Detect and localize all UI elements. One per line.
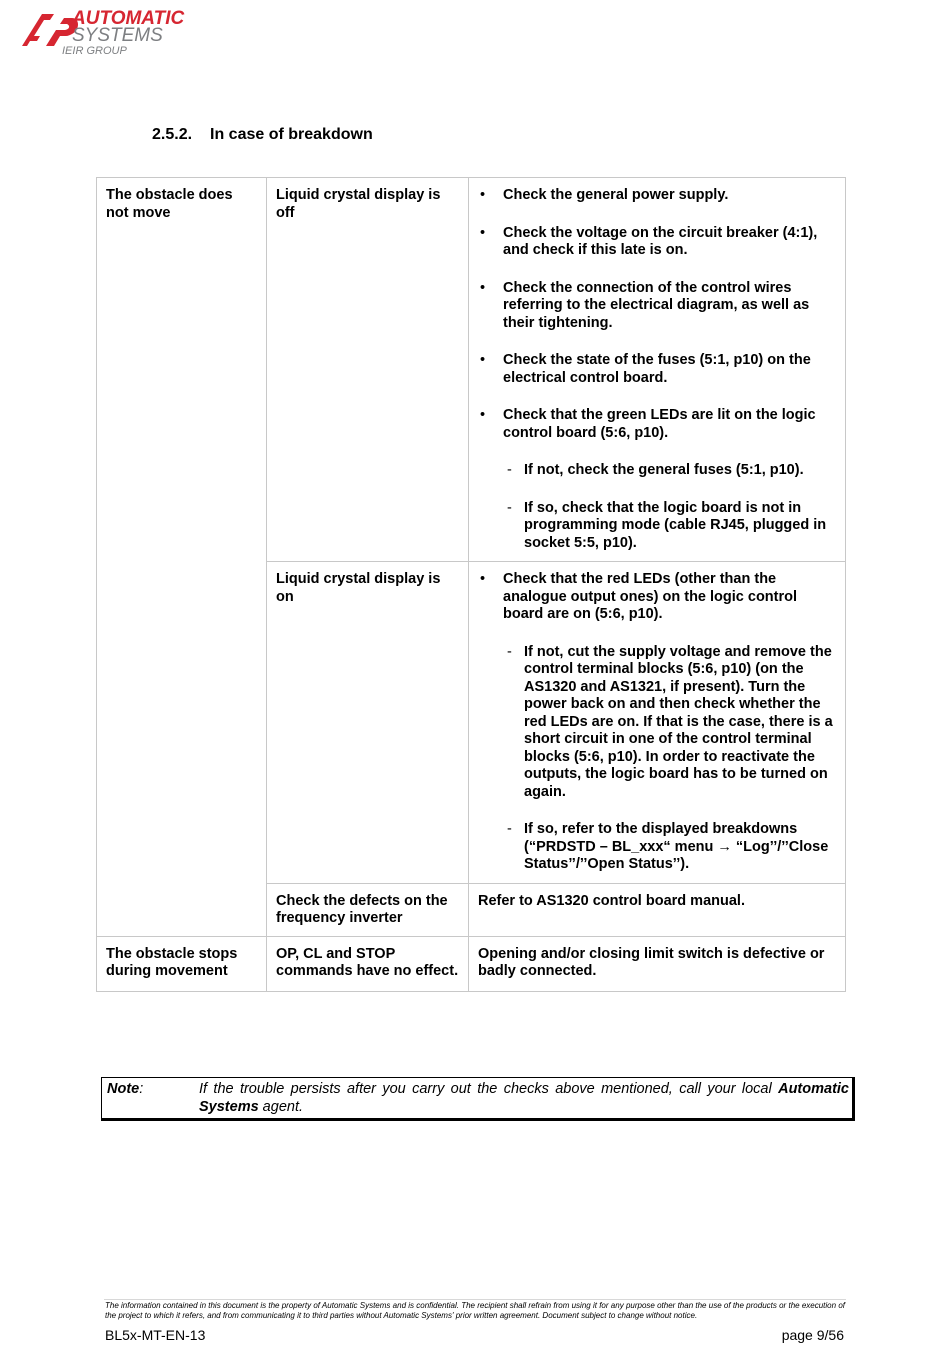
symptom-cell: The obstacle does not move: [97, 178, 267, 937]
bullet-icon: •: [480, 279, 486, 296]
bullet-icon: •: [480, 571, 486, 587]
sub-list: [478, 462, 837, 552]
note-body: [199, 1081, 852, 1116]
checks-cell: [469, 562, 846, 884]
remedy-cell: Opening and/or closing limit switch is defective or badly connected.: [469, 936, 846, 991]
checks-cell: [469, 178, 846, 562]
sub-check-text: If not, check the general fuses (5:1, p10).: [524, 462, 804, 478]
check-text: Check the connection of the control wires referring to the electrical diagram, as well as their tightening.: [503, 279, 810, 331]
sub-list-item: [503, 644, 837, 802]
checks-list: [478, 571, 837, 874]
list-item: [478, 571, 837, 874]
checks-list: [478, 187, 837, 552]
remedy-cell: Refer to AS1320 control board manual.: [469, 883, 846, 936]
check-text: Check that the green LEDs are lit on the logic control board (5:6, p10).: [503, 407, 816, 441]
table-row: [97, 936, 846, 991]
sub-check-text: If so, check that the logic board is not in programming mode (cable RJ45, plugged in socket 5:5, p10).: [524, 499, 827, 551]
bullet-icon: •: [480, 352, 486, 368]
footer-divider: [104, 1299, 846, 1300]
note-label: [107, 1081, 199, 1116]
dash-icon: -: [507, 643, 512, 660]
condition-cell: Liquid crystal display is on: [267, 562, 469, 884]
check-text: Check that the red LEDs (other than the analogue output ones) on the logic control board are on (5:6, p10).: [503, 571, 798, 622]
note-box: [101, 1077, 855, 1121]
page-number: page 9/56: [781, 1327, 844, 1343]
sub-check-text: If so, refer to the displayed breakdowns (“PRDSTD – BL_xxx“ menu → “Log’’/’’Close Status’’/’’Open Status’’).: [524, 821, 829, 872]
note-text: If the trouble persists after you carry out the checks above mentioned, call your local: [199, 1081, 779, 1097]
troubleshooting-table: [96, 177, 846, 992]
symptom-cell: The obstacle stops during movement: [97, 936, 267, 991]
dash-icon: -: [507, 462, 512, 478]
sub-list: [478, 644, 837, 874]
sub-list-item: [503, 462, 837, 480]
logo-text-group: IEIR GROUP: [62, 45, 127, 57]
condition-cell: OP, CL and STOP commands have no effect.: [267, 936, 469, 991]
bullet-icon: •: [480, 187, 486, 203]
condition-cell: Liquid crystal display is off: [267, 178, 469, 562]
bullet-icon: •: [480, 407, 486, 423]
section-heading: [152, 126, 373, 144]
logo-mark-icon: [20, 10, 80, 50]
logo-text-systems: SYSTEMS: [72, 25, 163, 46]
table-row: [97, 178, 846, 562]
dash-icon: -: [507, 821, 512, 837]
bullet-icon: •: [480, 224, 486, 241]
document-reference: BL5x-MT-EN-13: [105, 1327, 206, 1343]
sub-list-item: [503, 500, 837, 553]
condition-cell: Check the defects on the frequency inverter: [267, 883, 469, 936]
section-number: 2.5.2.: [152, 126, 193, 143]
list-item: [478, 225, 837, 260]
check-text: Check the voltage on the circuit breaker (4:1), and check if this late is on.: [503, 224, 818, 258]
check-text: Check the state of the fuses (5:1, p10) on the electrical control board.: [503, 352, 811, 386]
dash-icon: -: [507, 499, 512, 516]
note-colon: :: [139, 1081, 144, 1097]
logo-text-automatic: AUTOMATIC: [72, 8, 185, 29]
company-logo: [20, 8, 195, 64]
list-item: [478, 280, 837, 333]
sub-check-text: If not, cut the supply voltage and remove the control terminal blocks (5:6, p10) (on the AS1320 and AS1321, if present). Turn the power back on and then check whether the red LEDs are on. If that is the case, there is a short circuit in one of the control terminal blocks (5:6, p10). In order to reactivate the outputs, the logic board has to be turned on again.: [524, 643, 833, 800]
sub-list-item: [503, 821, 837, 874]
section-title: In case of breakdown: [210, 126, 373, 143]
note-text-end: agent.: [258, 1098, 303, 1115]
note-brand: Automatic Systems: [199, 1081, 849, 1115]
list-item: [478, 352, 837, 387]
note-label-text: Note: [107, 1081, 140, 1097]
footer-disclaimer: The information contained in this document is the property of Automatic Systems and is confidential. The recipient shall refrain from using it for any purpose other than the use of the products or the execution of the project to which it refers, and from communicating it to third parties without Automatic Systems' prior written agreement. Document subject to change without notice.: [105, 1301, 845, 1320]
list-item: [478, 187, 837, 205]
check-text: Check the general power supply.: [503, 187, 729, 203]
list-item: [478, 407, 837, 552]
